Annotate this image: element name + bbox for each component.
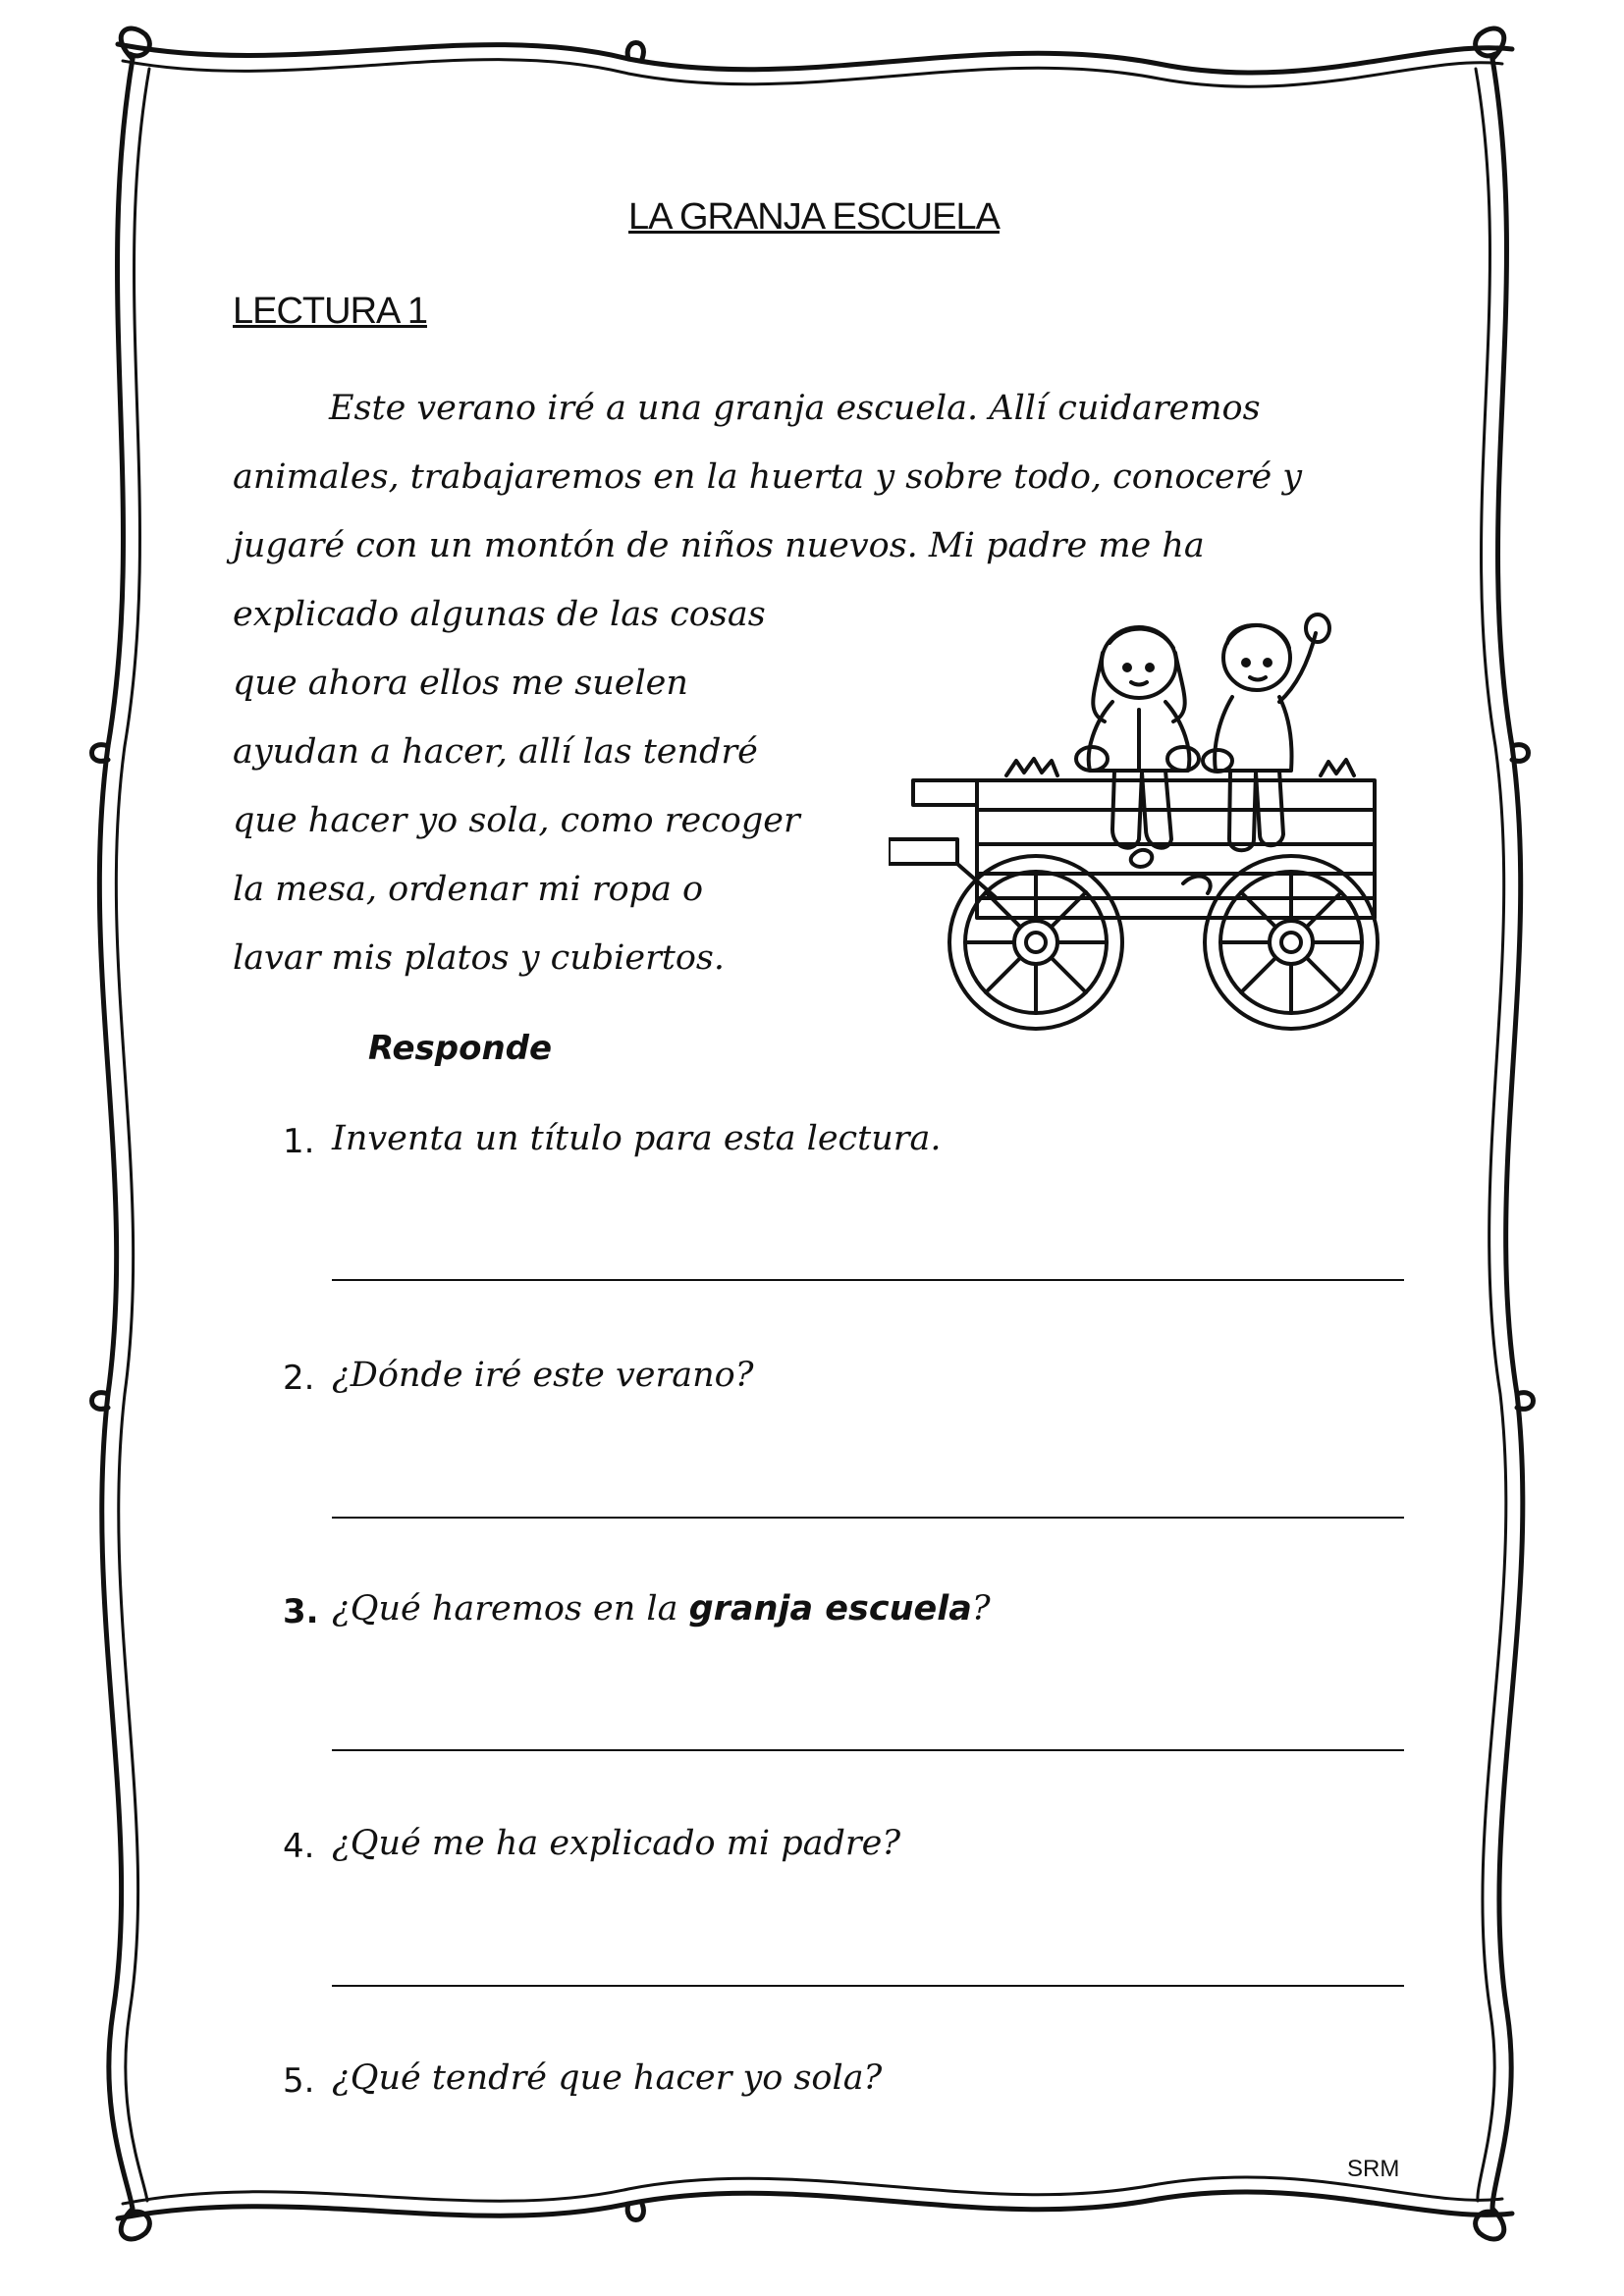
question-text: ¿Qué me ha explicado mi padre? xyxy=(332,1824,901,1863)
reading-line: explicado algunas de las cosas xyxy=(233,595,766,634)
question-text-part: ? xyxy=(971,1589,991,1629)
children-on-wagon-icon xyxy=(889,604,1399,1045)
reading-line: que hacer yo sola, como recoger xyxy=(233,801,800,840)
author-signature: SRM xyxy=(1347,2156,1400,2182)
question-text: ¿Dónde iré este verano? xyxy=(332,1356,754,1395)
question-text: ¿Qué tendré que hacer yo sola? xyxy=(332,2058,883,2098)
question-number: 4. xyxy=(283,1827,315,1866)
reading-line: ayudan a hacer, allí las tendré xyxy=(233,732,758,772)
answer-line[interactable] xyxy=(332,1517,1404,1519)
answer-line[interactable] xyxy=(332,1279,1404,1281)
page-title: LA GRANJA ESCUELA xyxy=(628,196,1000,238)
question-number: 5. xyxy=(283,2061,315,2101)
answer-line[interactable] xyxy=(332,1749,1404,1751)
question-number: 1. xyxy=(283,1122,315,1161)
question-text-part: ¿Qué haremos en la xyxy=(332,1589,689,1629)
question-text-emphasis: granja escuela xyxy=(688,1589,972,1629)
reading-line: animales, trabajaremos en la huerta y sobre todo, conoceré y xyxy=(233,457,1303,497)
reading-line: jugaré con un montón de niños nuevos. Mi padre me ha xyxy=(233,526,1205,565)
answer-line[interactable] xyxy=(332,1985,1404,1987)
exercise-heading: Responde xyxy=(368,1029,553,1068)
reading-line: Este verano iré a una granja escuela. Allí cuidaremos xyxy=(329,389,1261,428)
question-number: 2. xyxy=(283,1359,315,1398)
reading-line: lavar mis platos y cubiertos. xyxy=(233,938,726,978)
reading-line: la mesa, ordenar mi ropa o xyxy=(233,870,704,909)
question-number: 3. xyxy=(283,1592,319,1631)
question-text xyxy=(332,1589,991,1629)
question-text: Inventa un título para esta lectura. xyxy=(332,1119,942,1158)
reading-line: que ahora ellos me suelen xyxy=(233,664,688,703)
section-heading: LECTURA 1 xyxy=(233,291,427,332)
